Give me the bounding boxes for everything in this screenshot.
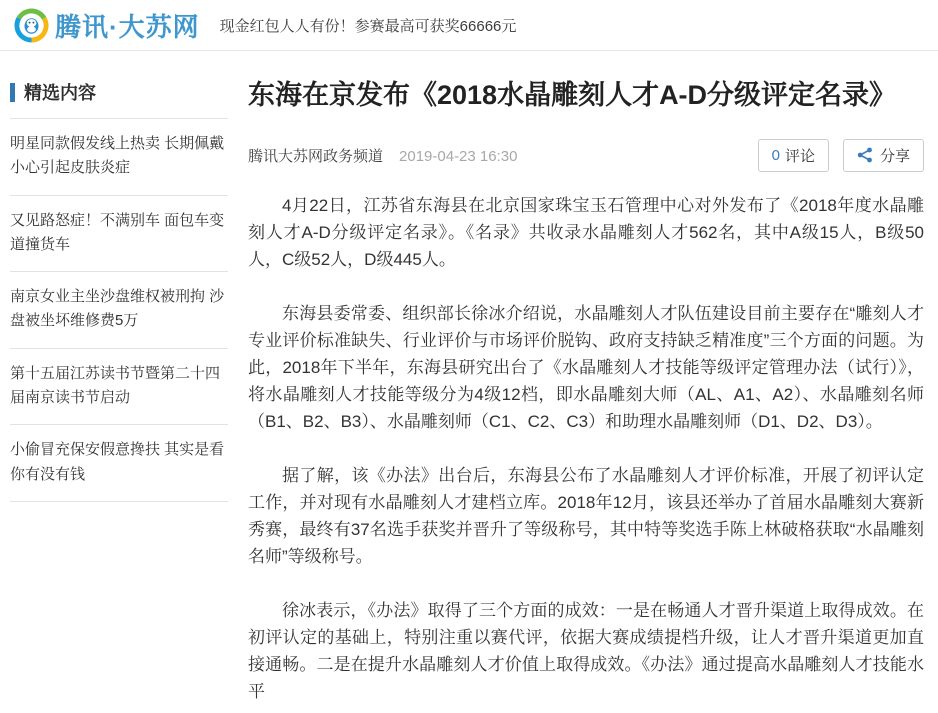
site-header [0, 0, 938, 51]
comment-button[interactable] [758, 139, 829, 172]
byline-meta [248, 145, 517, 166]
comment-label: 评论 [784, 147, 815, 165]
share-button[interactable] [843, 139, 924, 172]
article-main [248, 79, 930, 713]
article-title: 东海在京发布《2018水晶雕刻人才A-D分级评定名录》 [248, 80, 897, 110]
sidebar-item-reading-festival[interactable]: 第十五届江苏读书节暨第二十四届南京读书节启动 [10, 349, 228, 426]
featured-list [10, 119, 228, 502]
tencent-logo-icon [14, 8, 49, 43]
article-date: 2019-04-23 16:30 [399, 147, 518, 165]
promo-banner-link[interactable]: 现金红包人人有份！参赛最高可获奖66666元 [219, 17, 517, 35]
sidebar-item-wig-news[interactable]: 明星同款假发线上热卖 长期佩戴小心引起皮肤炎症 [10, 119, 228, 196]
article-body [248, 192, 924, 705]
page-content [0, 51, 938, 713]
comment-count: 0 [771, 146, 780, 164]
byline-bar [248, 139, 924, 172]
article-paragraph: 徐冰表示，《办法》取得了三个方面的成效：一是在畅通人才晋升渠道上取得成效。在初评认定的基础上，特别注重以赛代评，依据大赛成绩提档升级，让人才晋升渠道更加直接通畅。二是在提升水晶雕刻人才价值上取得成效。《办法》通过提高水晶雕刻人才技能水平 [248, 600, 924, 701]
share-icon [857, 147, 880, 163]
sidebar-item-thief-guard[interactable]: 小偷冒充保安假意搀扶 其实是看你有没有钱 [10, 425, 228, 502]
sidebar-item-sand-table[interactable]: 南京女业主坐沙盘维权被刑拘 沙盘被坐坏维修费5万 [10, 272, 228, 349]
sidebar-title: 精选内容 [24, 83, 96, 103]
article-source: 腾讯大苏网政务频道 [248, 147, 384, 165]
article-paragraph: 据了解，该《办法》出台后，东海县公布了水晶雕刻人才评价标准，开展了初评认定工作，并对现有水晶雕刻人才建档立库。2018年12月，该县还举办了首届水晶雕刻大赛新秀赛，最终有37名选手获奖并晋升了等级称号，其中特等奖选手陈上林破格获取“水晶雕刻名师”等级称号。 [248, 465, 924, 566]
byline-actions [744, 139, 924, 172]
article-paragraph: 4月22日，江苏省东海县在北京国家珠宝玉石管理中心对外发布了《2018年度水晶雕刻人才A-D分级评定名录》。《名录》共收录水晶雕刻人才562名，其中A级15人，B级50人，C级52人，D级445人。 [248, 195, 924, 269]
sidebar-header [10, 79, 228, 119]
site-logo[interactable] [14, 7, 200, 44]
sidebar-item-road-rage[interactable]: 又见路怒症！不满别车 面包车变道撞货车 [10, 196, 228, 273]
article-paragraph: 东海县委常委、组织部长徐冰介绍说，水晶雕刻人才队伍建设目前主要存在“雕刻人才专业评价标准缺失、行业评价与市场评价脱钩、政府支持缺乏精准度”三个方面的问题。为此，2018年下半年，东海县研究出台了《水晶雕刻人才技能等级评定管理办法（试行）》，将水晶雕刻人才技能等级分为4级12档，即水晶雕刻大师（AL、A1、A2）、水晶雕刻名师（B1、B2、B3）、水晶雕刻师（C1、C2、C3）和助理水晶雕刻师（D1、D2、D3）。 [248, 303, 924, 431]
accent-bar [10, 83, 15, 102]
site-name: 腾讯·大苏网 [55, 11, 200, 42]
share-label: 分享 [879, 147, 910, 165]
featured-sidebar [10, 79, 228, 713]
